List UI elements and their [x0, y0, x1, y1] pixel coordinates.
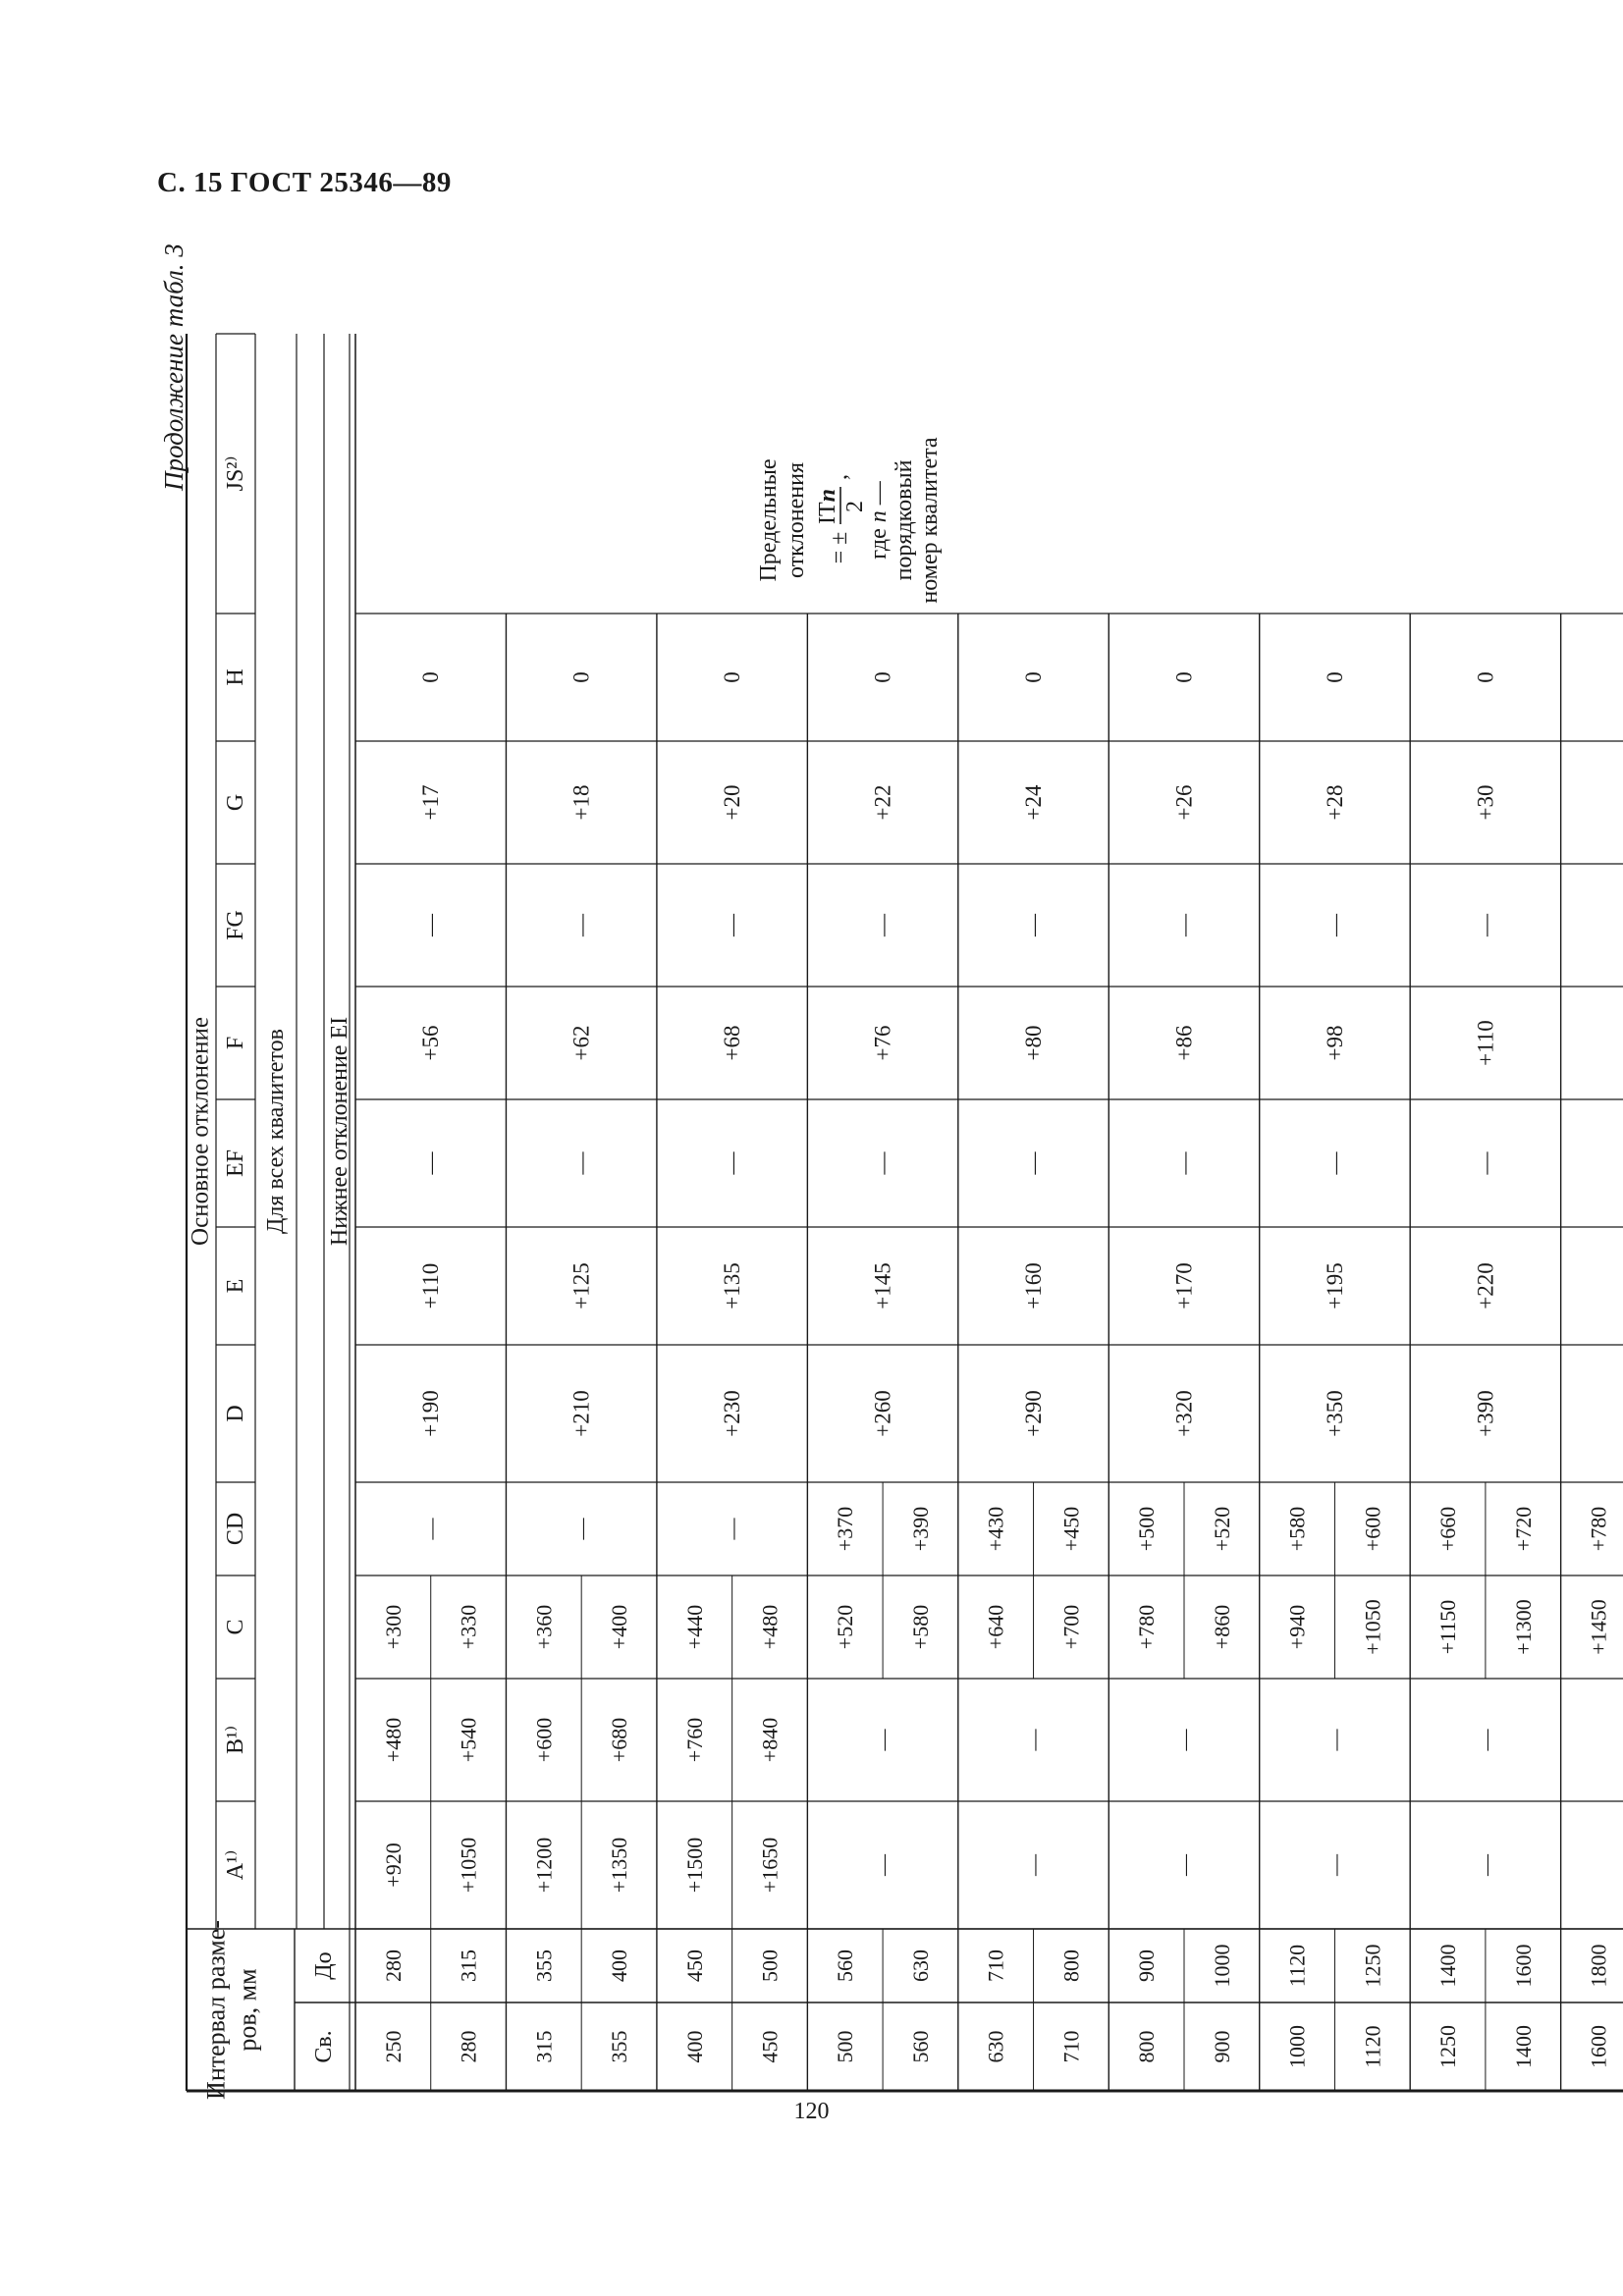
all-grades-caption: Для всех квалитетов [263, 1029, 289, 1234]
row-over: 800 [1134, 2030, 1160, 2063]
js-note-n: n [815, 488, 840, 503]
letter-ef: EF [223, 1148, 248, 1178]
cell-b: +680 [607, 1717, 632, 1763]
cell-c: +1300 [1510, 1599, 1536, 1655]
cell-cd: +430 [983, 1506, 1008, 1552]
cell-f: +56 [418, 1025, 444, 1061]
cell-g: +26 [1171, 784, 1197, 821]
cell-ef: — [1322, 1151, 1347, 1175]
header-over: Св. [311, 2030, 337, 2063]
cell-fg: — [720, 914, 745, 936]
cell-a: — [1171, 1854, 1197, 1876]
row-to: 315 [456, 1949, 481, 1982]
row-to: 280 [380, 1949, 406, 1982]
cell-cd: +580 [1284, 1506, 1310, 1552]
cell-a: +1650 [757, 1837, 783, 1894]
row-over: 450 [757, 2030, 783, 2063]
row-to: 710 [983, 1949, 1008, 1982]
interval-caption-line-1: Интервал разме- [201, 1920, 231, 2100]
cell-cd: +520 [1209, 1506, 1234, 1552]
row-over: 630 [983, 2030, 1008, 2063]
cell-e: +145 [870, 1262, 895, 1309]
js-note-it: IT [815, 502, 840, 525]
js-note-frac-num [815, 489, 840, 524]
cell-d: +350 [1322, 1390, 1347, 1437]
cell-fg: — [418, 914, 444, 936]
cell-fg: — [1021, 914, 1047, 936]
row-over: 1250 [1435, 2025, 1461, 2068]
cell-g: +18 [568, 784, 594, 821]
cell-b: — [1322, 1729, 1347, 1751]
page-number: 120 [793, 2099, 830, 2124]
row-over: 1120 [1360, 2025, 1385, 2068]
cell-a: — [870, 1854, 895, 1876]
cell-c: +640 [983, 1604, 1008, 1650]
cell-h: 0 [1322, 671, 1347, 683]
cell-fg: — [568, 914, 594, 936]
row-over: 900 [1209, 2030, 1234, 2063]
row-over: 500 [833, 2030, 858, 2063]
cell-ef: — [1473, 1151, 1498, 1175]
letter-b: B¹⁾ [223, 1725, 248, 1755]
cell-e: +195 [1322, 1262, 1347, 1309]
js-note-frac-den: 2 [842, 501, 868, 512]
cell-cd: +600 [1360, 1506, 1385, 1552]
cell-a: — [1322, 1854, 1347, 1876]
cell-fg: — [870, 914, 895, 936]
main-caption: Основное отклонение [187, 1017, 214, 1246]
cell-f: +98 [1322, 1025, 1347, 1061]
row-over: 400 [681, 2030, 707, 2063]
cell-f: +80 [1021, 1025, 1047, 1061]
row-to: 560 [833, 1949, 858, 1982]
cell-d: +320 [1171, 1390, 1197, 1437]
js-note-eq-suffix: , [827, 474, 852, 480]
cell-ef: — [568, 1151, 594, 1175]
tolerance-table [187, 245, 1611, 2100]
cell-c: +300 [380, 1604, 406, 1650]
row-over: 315 [531, 2030, 557, 2063]
cell-cd: +390 [907, 1506, 933, 1552]
cell-c: +480 [757, 1604, 783, 1650]
row-to: 900 [1134, 1949, 1160, 1982]
cell-cd: — [568, 1518, 594, 1540]
cell-c: +580 [907, 1604, 933, 1650]
cell-h: 0 [1171, 671, 1197, 683]
cell-c: +700 [1058, 1604, 1084, 1650]
cell-e: +220 [1473, 1262, 1498, 1309]
row-to: 1120 [1284, 1944, 1310, 1988]
cell-b: +600 [531, 1717, 557, 1763]
table-cells [188, 456, 1623, 2100]
table-rules [187, 334, 1623, 2091]
row-to: 1600 [1510, 1944, 1536, 1988]
cell-f: +86 [1171, 1025, 1197, 1061]
js-note-line-5: порядковый [892, 459, 917, 581]
cell-b: +540 [456, 1717, 481, 1763]
js-note-line-2: отклонения [784, 461, 809, 579]
js-note-eq-prefix: = ± [827, 531, 852, 564]
cell-ef: — [1171, 1151, 1197, 1175]
cell-ef: — [870, 1151, 895, 1175]
cell-d: +210 [568, 1390, 594, 1437]
letter-f: F [223, 1036, 248, 1050]
letter-g: G [223, 793, 248, 812]
cell-cd: +500 [1134, 1506, 1160, 1552]
cell-g: +22 [870, 784, 895, 821]
cell-g: +30 [1473, 784, 1498, 821]
cell-b: +840 [757, 1717, 783, 1763]
row-to: 1800 [1586, 1944, 1611, 1988]
cell-e: +170 [1171, 1262, 1197, 1309]
js-note-line-6: номер квалитета [917, 437, 943, 604]
cell-cd: — [720, 1518, 745, 1540]
letter-c: C [223, 1619, 248, 1635]
page-header: С. 15 ГОСТ 25346—89 [157, 167, 452, 198]
row-to: 1400 [1435, 1944, 1461, 1988]
cell-b: — [870, 1729, 895, 1751]
row-over: 1400 [1510, 2025, 1536, 2068]
cell-e: +160 [1021, 1262, 1047, 1309]
row-to: 800 [1058, 1949, 1084, 1982]
cell-d: +230 [720, 1390, 745, 1437]
cell-h: 0 [720, 671, 745, 683]
cell-cd: +780 [1586, 1506, 1611, 1552]
cell-e: +135 [720, 1262, 745, 1309]
cell-c: +860 [1209, 1604, 1234, 1650]
row-to: 1250 [1360, 1944, 1385, 1988]
cell-h: 0 [870, 671, 895, 683]
cell-a: +1050 [456, 1837, 481, 1894]
cell-h: 0 [418, 671, 444, 683]
cell-g: +17 [418, 784, 444, 821]
letter-fg: FG [223, 910, 248, 940]
letter-e: E [223, 1278, 248, 1294]
row-to: 500 [757, 1949, 783, 1982]
lower-dev-caption: Нижнее отклонение EI [327, 1016, 352, 1247]
row-over: 710 [1058, 2030, 1084, 2063]
cell-h: 0 [568, 671, 594, 683]
cell-e: +110 [418, 1262, 444, 1309]
cell-cd: — [418, 1518, 444, 1540]
cell-d: +260 [870, 1390, 895, 1437]
continuation-label: Продолжение табл. 3 [159, 243, 189, 491]
cell-h: 0 [1021, 671, 1047, 683]
row-to: 400 [607, 1949, 632, 1982]
cell-c: +1150 [1435, 1599, 1461, 1655]
cell-e: +125 [568, 1262, 594, 1309]
cell-c: +780 [1134, 1604, 1160, 1650]
row-to: 1000 [1209, 1944, 1234, 1988]
letter-a: A¹⁾ [223, 1849, 248, 1881]
js-note-dash: — [866, 481, 892, 506]
cell-b: — [1171, 1729, 1197, 1751]
row-over: 1000 [1284, 2025, 1310, 2068]
letter-js: JS²⁾ [223, 455, 248, 492]
cell-cd: +450 [1058, 1506, 1084, 1552]
js-note-where: где [866, 528, 892, 560]
row-over: 355 [607, 2030, 632, 2063]
cell-g: +24 [1021, 784, 1047, 821]
cell-c: +400 [607, 1604, 632, 1650]
cell-g: +20 [720, 784, 745, 821]
row-over: 280 [456, 2030, 481, 2063]
letter-d: D [223, 1405, 248, 1422]
cell-a: +1200 [531, 1837, 557, 1894]
row-over: 560 [907, 2030, 933, 2063]
cell-c: +1450 [1586, 1599, 1611, 1655]
cell-c: +330 [456, 1604, 481, 1650]
cell-d: +190 [418, 1390, 444, 1437]
cell-h: 0 [1473, 671, 1498, 683]
cell-b: +760 [681, 1717, 707, 1763]
cell-d: +290 [1021, 1390, 1047, 1437]
cell-a: — [1473, 1854, 1498, 1876]
js-note-line-1: Предельные [756, 458, 782, 582]
cell-c: +360 [531, 1604, 557, 1650]
cell-c: +1050 [1360, 1599, 1385, 1655]
row-to: 450 [681, 1949, 707, 1982]
js-note-where-n: n [866, 510, 892, 523]
cell-fg: — [1322, 914, 1347, 936]
cell-g: +28 [1322, 784, 1347, 821]
cell-cd: +370 [833, 1506, 858, 1552]
letter-h: H [223, 668, 248, 686]
cell-b: — [1021, 1729, 1047, 1751]
row-to: 355 [531, 1949, 557, 1982]
cell-f: +68 [720, 1025, 745, 1061]
cell-c: +940 [1284, 1604, 1310, 1650]
cell-f: +110 [1473, 1020, 1498, 1066]
cell-b: — [1473, 1729, 1498, 1751]
cell-a: +1500 [681, 1837, 707, 1894]
letter-cd: CD [223, 1512, 248, 1546]
cell-b: +480 [380, 1717, 406, 1763]
cell-cd: +720 [1510, 1506, 1536, 1552]
cell-fg: — [1171, 914, 1197, 936]
interval-caption-line-2: ров, мм [233, 1968, 262, 2052]
cell-ef: — [418, 1151, 444, 1175]
js-note-line-4 [866, 480, 892, 560]
cell-ef: — [1021, 1151, 1047, 1175]
cell-c: +520 [833, 1604, 858, 1650]
row-over: 250 [380, 2030, 406, 2063]
cell-d: +390 [1473, 1390, 1498, 1437]
cell-a: +920 [380, 1842, 406, 1888]
row-to: 630 [907, 1949, 933, 1982]
cell-c: +440 [681, 1604, 707, 1650]
cell-f: +62 [568, 1025, 594, 1061]
js-note [756, 437, 943, 604]
cell-ef: — [720, 1151, 745, 1175]
header-to: До [311, 1951, 337, 1980]
cell-f: +76 [870, 1025, 895, 1061]
cell-cd: +660 [1435, 1506, 1461, 1552]
cell-a: +1350 [607, 1837, 632, 1894]
cell-a: — [1021, 1854, 1047, 1876]
cell-fg: — [1473, 914, 1498, 936]
row-over: 1600 [1586, 2025, 1611, 2068]
